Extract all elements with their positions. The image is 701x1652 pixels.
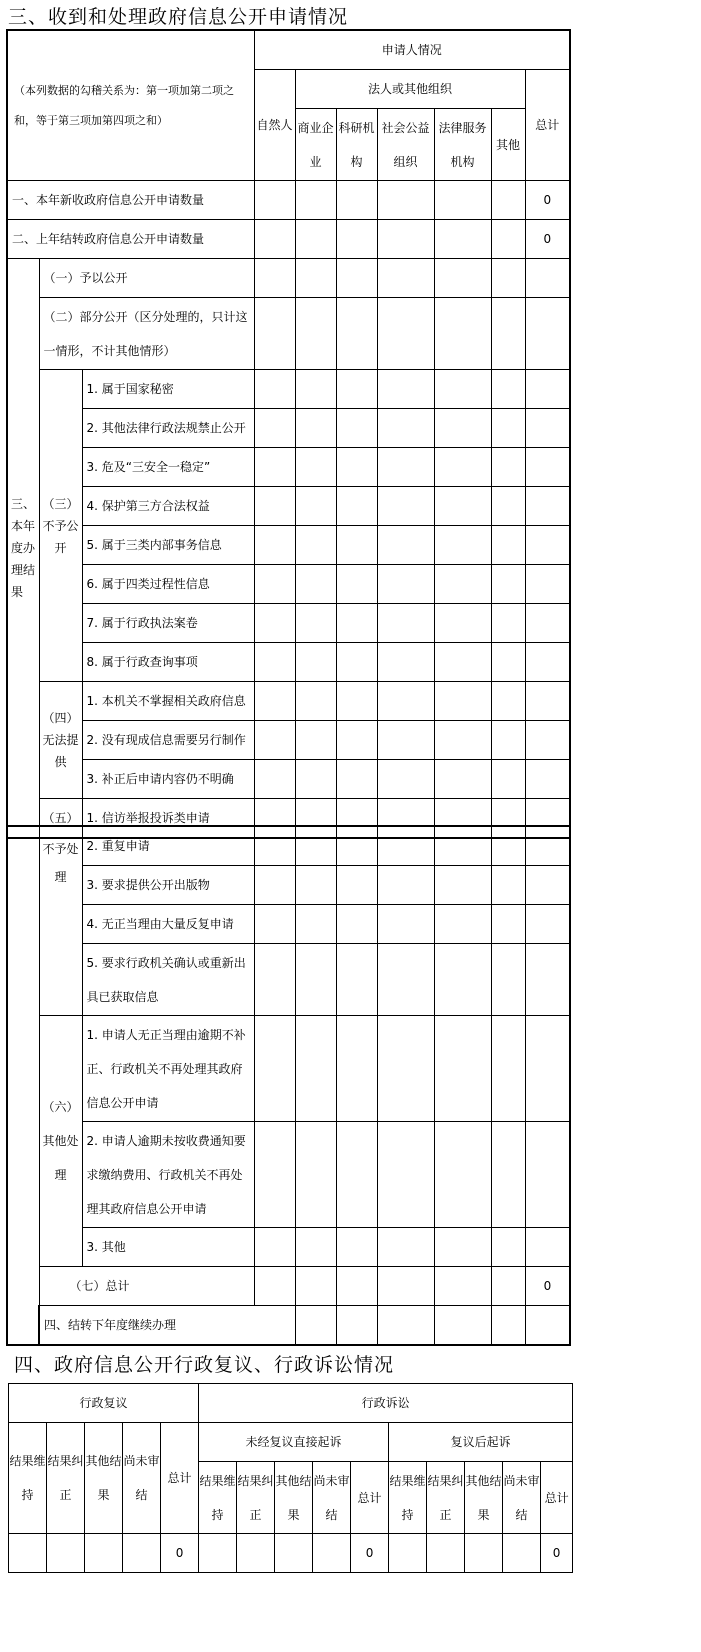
no-handle-item-5: 5. 要求行政机关确认或重新出具已获取信息 (82, 944, 254, 1016)
other-item-2: 2. 申请人逾期未按收费通知要求缴纳费用、行政机关不再处理其政府信息公开申请 (82, 1122, 254, 1228)
unable-label: （四）无法提供 (39, 682, 82, 799)
review-header: 行政复议 (9, 1384, 199, 1423)
row-partial: （二）部分公开（区分处理的，只计这一情形，不计其他情形） (39, 298, 254, 370)
not-disclose-item-6: 6. 属于四类过程性信息 (82, 565, 254, 604)
not-disclose-item-4: 4. 保护第三方合法权益 (82, 487, 254, 526)
after-col-maintain: 结果维持 (389, 1462, 427, 1534)
result-label: 三、本年度办理结果 (7, 259, 39, 839)
applications-table-part2 (6, 825, 571, 1346)
not-disclose-item-3: 3. 危及“三安全一稳定” (82, 448, 254, 487)
direct-col-pending: 尚未审结 (313, 1462, 351, 1534)
review-col-correct: 结果纠正 (47, 1423, 85, 1534)
no-handle-item-4: 4. 无正当理由大量反复申请 (82, 905, 254, 944)
no-handle-item-1: 1. 信访举报投诉类申请 (82, 799, 254, 839)
row-disclose: （一）予以公开 (39, 259, 254, 298)
direct-col-total: 总计 (351, 1462, 389, 1534)
row-carried-applications-total: 0 (525, 220, 570, 259)
other-item-3: 3. 其他 (82, 1228, 254, 1267)
other-item-1: 1. 申请人无正当理由逾期不补正、行政机关不再处理其政府信息公开申请 (82, 1016, 254, 1122)
after-col-correct: 结果纠正 (427, 1462, 465, 1534)
row-carried-applications: 二、上年结转政府信息公开申请数量 (7, 220, 254, 259)
after-col-pending: 尚未审结 (503, 1462, 541, 1534)
unable-item-3: 3. 补正后申请内容仍不明确 (82, 760, 254, 799)
no-handle-label-top: （五） (39, 799, 82, 839)
after-col-total: 总计 (541, 1462, 573, 1534)
after-col-other: 其他结果 (465, 1462, 503, 1534)
section4-title: 四、政府信息公开行政复议、行政诉讼情况 (14, 1354, 395, 1376)
applicant-header: 申请人情况 (254, 30, 570, 70)
not-disclose-item-7: 7. 属于行政执法案卷 (82, 604, 254, 643)
not-disclose-label: （三）不予公开 (39, 370, 82, 682)
legal-org-header: 法人或其他组织 (295, 70, 525, 109)
row-new-applications-total: 0 (525, 181, 570, 220)
row-total: （七）总计 (39, 1267, 254, 1306)
review-total-value: 0 (161, 1534, 199, 1573)
org-col-welfare: 社会公益组织 (377, 109, 434, 181)
review-col-maintain: 结果维持 (9, 1423, 47, 1534)
review-col-total: 总计 (161, 1423, 199, 1534)
total-header: 总计 (525, 70, 570, 181)
review-litigation-table (8, 1383, 573, 1573)
row-carry-forward: 四、结转下年度继续办理 (39, 1306, 295, 1346)
direct-col-correct: 结果纠正 (237, 1462, 275, 1534)
litigation-header: 行政诉讼 (199, 1384, 573, 1423)
no-handle-item-3: 3. 要求提供公开出版物 (82, 866, 254, 905)
org-col-legal: 法律服务机构 (434, 109, 491, 181)
note-cell: （本列数据的勾稽关系为：第一项加第二项之和，等于第三项加第四项之和） (7, 30, 254, 181)
applications-table-part1 (6, 29, 571, 839)
row-new-applications: 一、本年新收政府信息公开申请数量 (7, 181, 254, 220)
org-col-business: 商业企业 (295, 109, 336, 181)
unable-item-2: 2. 没有现成信息需要另行制作 (82, 721, 254, 760)
org-col-other: 其他 (491, 109, 525, 181)
org-col-research: 科研机构 (336, 109, 377, 181)
row-total-value: 0 (525, 1267, 570, 1306)
section3-title: 三、收到和处理政府信息公开申请情况 (8, 6, 349, 28)
not-disclose-item-8: 8. 属于行政查询事项 (82, 643, 254, 682)
not-disclose-item-1: 1. 属于国家秘密 (82, 370, 254, 409)
other-label: （六）其他处理 (39, 1016, 82, 1267)
no-handle-item-2: 2. 重复申请 (82, 826, 254, 866)
direct-col-other: 其他结果 (275, 1462, 313, 1534)
direct-total-value: 0 (351, 1534, 389, 1573)
not-disclose-item-2: 2. 其他法律行政法规禁止公开 (82, 409, 254, 448)
review-col-pending: 尚未审结 (123, 1423, 161, 1534)
not-disclose-item-5: 5. 属于三类内部事务信息 (82, 526, 254, 565)
after-total-value: 0 (541, 1534, 573, 1573)
after-review-header: 复议后起诉 (389, 1423, 573, 1462)
direct-col-maintain: 结果维持 (199, 1462, 237, 1534)
natural-person-header: 自然人 (254, 70, 295, 181)
direct-suit-header: 未经复议直接起诉 (199, 1423, 389, 1462)
result-continued (7, 826, 39, 1345)
unable-item-1: 1. 本机关不掌握相关政府信息 (82, 682, 254, 721)
review-col-other: 其他结果 (85, 1423, 123, 1534)
no-handle-label-bottom: 不予处理 (39, 826, 82, 1016)
